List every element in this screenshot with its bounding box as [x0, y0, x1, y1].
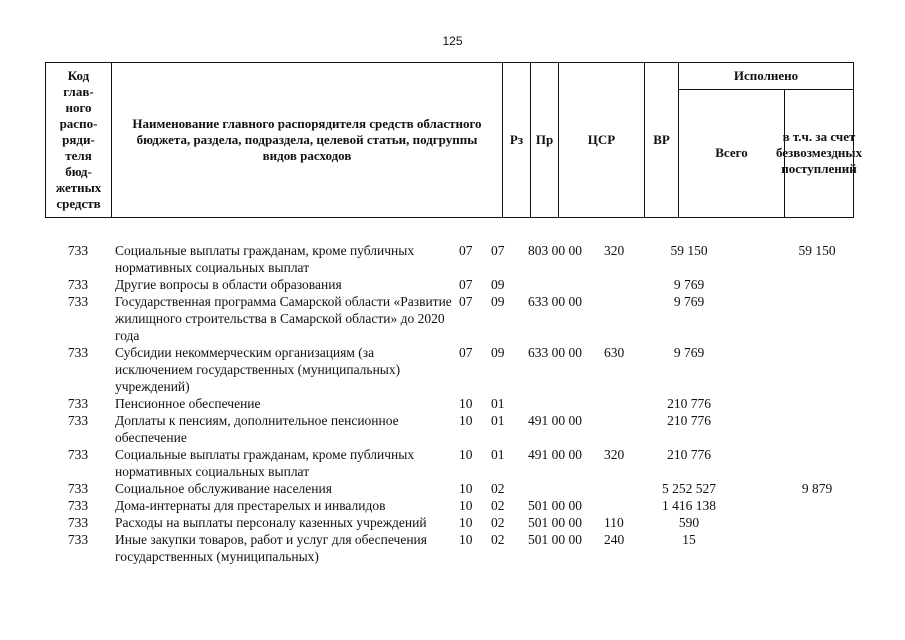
header-vr: ВР	[645, 63, 679, 217]
table-row	[45, 395, 854, 412]
row-total: 9 769	[673, 345, 705, 360]
row-code: 733	[67, 277, 89, 292]
row-rz: 10	[459, 481, 473, 496]
table-row	[45, 514, 854, 531]
row-code: 733	[67, 396, 89, 411]
table-row	[45, 276, 854, 293]
table-row	[45, 344, 854, 395]
header-name: Наименование главного распорядителя средств областного бюджета, раздела, подраздела, целевой статьи, подгруппы видов расходов	[112, 63, 503, 217]
header-code-line: распо-	[59, 116, 98, 131]
table-row	[45, 446, 854, 480]
row-name: Расходы на выплаты персоналу казенных учреждений	[115, 515, 427, 530]
row-csr: 633 00 00	[528, 345, 582, 360]
row-total: 210 776	[667, 396, 711, 411]
row-code: 733	[67, 294, 89, 309]
row-rz: 10	[459, 532, 473, 547]
header-code-line: бюд-	[65, 164, 92, 179]
header-code-line: ряди-	[62, 132, 95, 147]
row-code: 733	[67, 498, 89, 513]
row-csr: 491 00 00	[528, 447, 582, 462]
row-csr: 803 00 00	[528, 243, 582, 258]
row-code: 733	[67, 345, 89, 360]
table-row	[45, 480, 854, 497]
row-vr: 320	[604, 243, 625, 258]
row-name: Дома-интернаты для престарелых и инвалидов	[115, 498, 386, 513]
header-code	[46, 63, 112, 217]
header-total: Всего	[679, 89, 785, 217]
row-code: 733	[67, 481, 89, 496]
header-csr: ЦСР	[559, 63, 645, 217]
row-free: 59 150	[798, 243, 836, 258]
row-name: Другие вопросы в области образования	[115, 277, 342, 292]
row-total: 5 252 527	[662, 481, 716, 496]
row-pr: 07	[491, 243, 505, 258]
header-executed: Исполнено	[679, 63, 853, 90]
row-total: 590	[678, 515, 700, 530]
row-free: 9 879	[801, 481, 833, 496]
row-pr: 02	[491, 498, 505, 513]
row-csr: 633 00 00	[528, 294, 582, 309]
page-number: 125	[442, 34, 463, 48]
row-rz: 10	[459, 447, 473, 462]
header-rz: Рз	[503, 63, 531, 217]
row-pr: 02	[491, 515, 505, 530]
row-name: Социальные выплаты гражданам, кроме публичных нормативных социальных выплат	[115, 447, 415, 479]
header-code-line: жетных	[55, 180, 102, 195]
row-name: Иные закупки товаров, работ и услуг для обеспечения государственных (муниципальных)	[115, 532, 427, 564]
header-free-receipts: в т.ч. за счет безвозмездных поступлений	[775, 129, 863, 176]
table-row	[45, 531, 854, 565]
row-pr: 01	[491, 396, 505, 411]
row-rz: 07	[459, 277, 473, 292]
header-code-line: средств	[56, 196, 101, 211]
row-rz: 10	[459, 515, 473, 530]
row-code: 733	[67, 447, 89, 462]
table-row	[45, 293, 854, 344]
row-name: Социальное обслуживание населения	[115, 481, 332, 496]
row-vr: 240	[604, 532, 625, 547]
row-vr: 630	[604, 345, 625, 360]
row-code: 733	[67, 515, 89, 530]
row-vr: 110	[604, 515, 624, 530]
row-total: 15	[682, 532, 696, 547]
table-row	[45, 497, 854, 514]
table-row	[45, 412, 854, 446]
row-vr: 320	[604, 447, 625, 462]
row-rz: 07	[459, 345, 473, 360]
row-code: 733	[67, 532, 89, 547]
row-rz: 10	[459, 396, 473, 411]
row-csr: 501 00 00	[528, 498, 582, 513]
row-pr: 09	[491, 277, 505, 292]
row-name: Субсидии некоммерческим организациям (за исключением государственных (муниципальных) учреждений)	[115, 345, 401, 394]
row-pr: 02	[491, 532, 505, 547]
row-name: Пенсионное обеспечение	[115, 396, 261, 411]
header-pr: Пр	[531, 63, 559, 217]
row-name: Доплаты к пенсиям, дополнительное пенсионное обеспечение	[115, 413, 399, 445]
row-rz: 07	[459, 243, 473, 258]
row-pr: 01	[491, 447, 505, 462]
table-header	[45, 62, 863, 218]
header-code-line: ного	[65, 100, 92, 115]
row-code: 733	[67, 243, 89, 258]
row-rz: 10	[459, 498, 473, 513]
row-rz: 10	[459, 413, 473, 428]
row-pr: 02	[491, 481, 505, 496]
table-row	[45, 242, 854, 276]
row-csr: 501 00 00	[528, 515, 582, 530]
table-body	[45, 242, 854, 565]
row-csr: 491 00 00	[528, 413, 582, 428]
row-name: Социальные выплаты гражданам, кроме публичных нормативных социальных выплат	[115, 243, 415, 275]
row-total: 9 769	[673, 294, 705, 309]
header-code-line: глав-	[63, 84, 94, 99]
row-total: 1 416 138	[662, 498, 716, 513]
row-total: 59 150	[670, 243, 708, 258]
row-code: 733	[67, 413, 89, 428]
header-code-line: теля	[65, 148, 92, 163]
header-code-line: Код	[67, 68, 90, 83]
row-pr: 01	[491, 413, 505, 428]
row-csr: 501 00 00	[528, 532, 582, 547]
row-total: 9 769	[673, 277, 705, 292]
row-pr: 09	[491, 345, 505, 360]
row-rz: 07	[459, 294, 473, 309]
row-pr: 09	[491, 294, 505, 309]
row-total: 210 776	[667, 413, 711, 428]
row-total: 210 776	[667, 447, 711, 462]
row-name: Государственная программа Самарской области «Развитие жилищного строительства в Самарской области» до 2020 года	[115, 294, 452, 343]
